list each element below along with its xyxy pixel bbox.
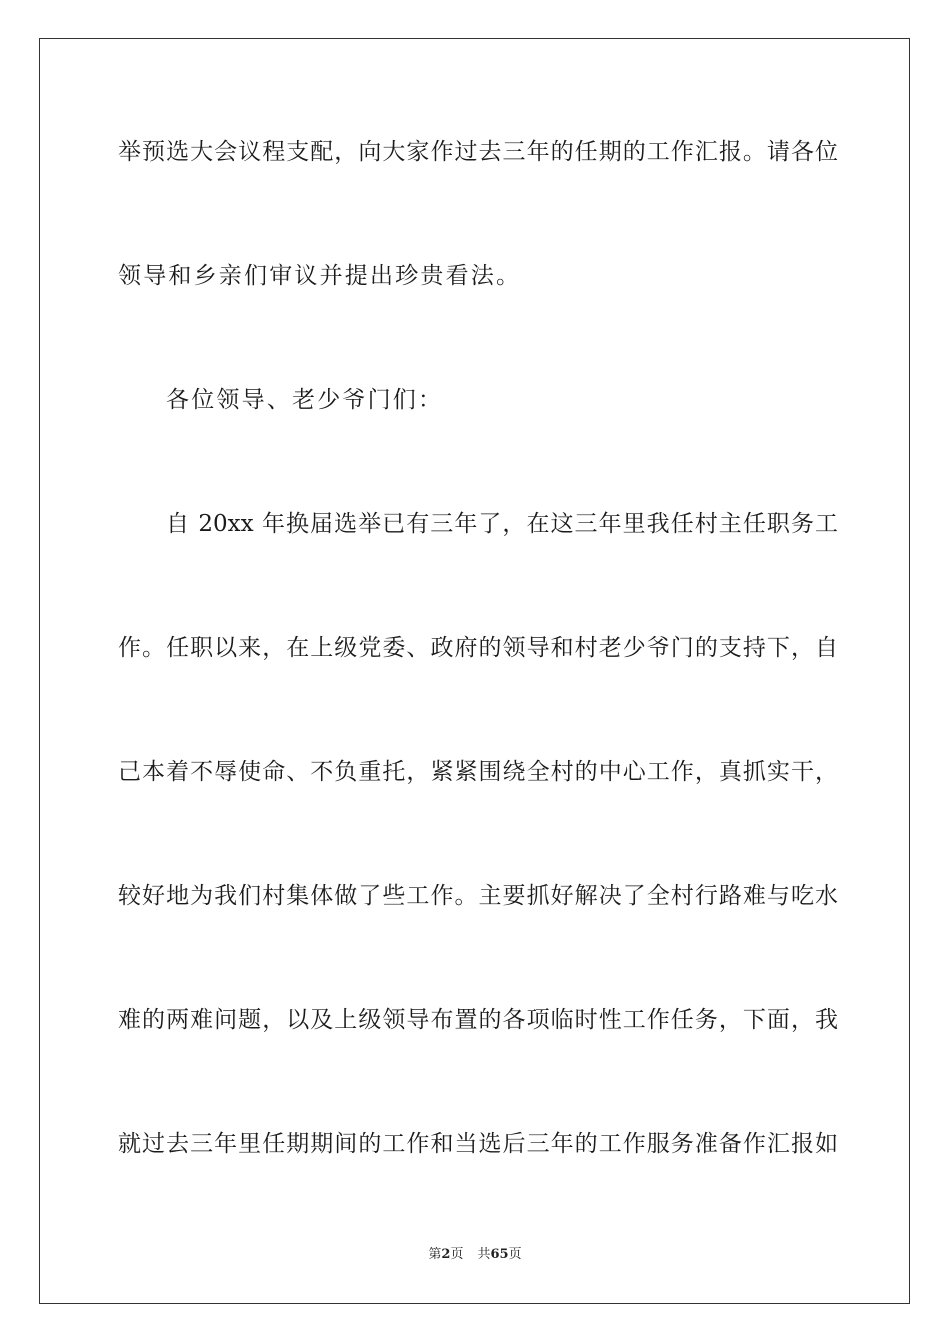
- total-pages: 65: [490, 1247, 509, 1262]
- text-line: 难的两难问题，以及上级领导布置的各项临时性工作任务，下面，我: [118, 1007, 838, 1033]
- page-suffix: 页: [450, 1247, 464, 1262]
- text-line: 就过去三年里任期期间的工作和当选后三年的工作服务准备作汇报如: [118, 1131, 838, 1157]
- text-line: 领导和乡亲们审议并提出珍贵看法。: [118, 263, 522, 289]
- text-line: 己本着不辱使命、不负重托，紧紧围绕全村的中心工作，真抓实干，: [118, 759, 838, 785]
- text-line: 自 20xx 年换届选举已有三年了，在这三年里我任村主任职务工: [166, 511, 838, 537]
- total-prefix: 共: [477, 1247, 491, 1262]
- text-line: 作。任职以来，在上级党委、政府的领导和村老少爷门的支持下，自: [118, 635, 838, 661]
- page-footer: [0, 1246, 950, 1264]
- text-line: 举预选大会议程支配，向大家作过去三年的任期的工作汇报。请各位: [118, 139, 838, 165]
- text-line: 较好地为我们村集体做了些工作。主要抓好解决了全村行路难与吃水: [118, 883, 838, 909]
- page-number: 2: [441, 1247, 451, 1262]
- page-prefix: 第: [428, 1247, 442, 1262]
- page-border: [39, 38, 910, 1304]
- salutation-line: 各位领导、老少爷门们：: [166, 387, 444, 413]
- total-suffix: 页: [508, 1247, 522, 1262]
